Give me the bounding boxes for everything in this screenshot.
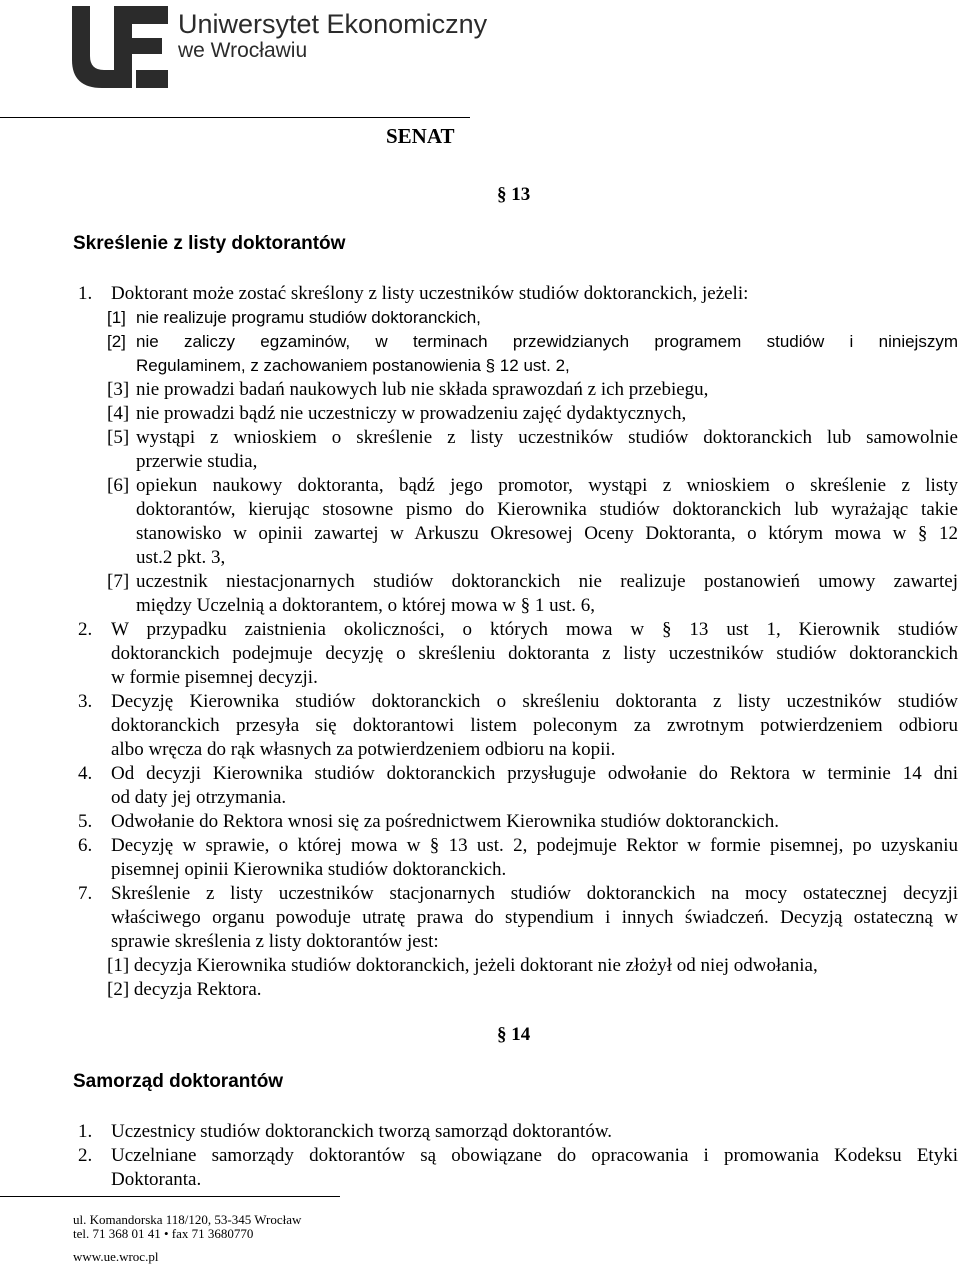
section-14-title: Samorząd doktorantów: [73, 1071, 284, 1092]
p3-line1: Decyzję Kierownika studiów doktoranckich o skreśleniu doktoranta z listy uczestników studiów: [111, 691, 958, 712]
item-3-number: [3]: [107, 379, 130, 400]
item-7-line1: uczestnik niestacjonarnych studiów doktoranckich nie realizuje postanowień umowy zawartej: [136, 571, 958, 592]
p5-text: Odwołanie do Rektora wnosi się za pośrednictwem Kierownika studiów doktoranckich.: [111, 811, 780, 832]
unit-title: SENAT: [386, 124, 455, 148]
item-6-number: [6]: [107, 475, 130, 496]
s14-p1-number: 1.: [78, 1121, 93, 1142]
footer-website[interactable]: www.ue.wroc.pl: [73, 1249, 159, 1264]
footer-phone: tel. 71 368 01 41 • fax 71 3680770: [73, 1226, 254, 1241]
p7-line3: sprawie skreślenia z listy doktorantów jest:: [111, 931, 439, 952]
university-name-line1: Uniwersytet Ekonomiczny: [178, 9, 488, 39]
section-14-number: § 14: [497, 1024, 531, 1045]
p7-number: 7.: [78, 883, 93, 904]
footer-address: ul. Komandorska 118/120, 53-345 Wrocław: [73, 1212, 302, 1227]
item-6-line3: stanowisko w opinii zawartej w Arkuszu Okresowej Oceny Doktoranta, o którym mowa w § 12: [136, 523, 958, 544]
item-6-line1: opiekun naukowy doktoranta, bądź jego promotor, wystąpi z wnioskiem o skreślenie z listy: [136, 475, 958, 496]
section-13-title: Skreślenie z listy doktorantów: [73, 233, 346, 254]
section-13-number: § 13: [497, 184, 531, 205]
s14-p2-line1: Uczelniane samorządy doktorantów są obowiązane do opracowania i promowania Kodeksu Etyki: [111, 1145, 958, 1166]
s14-p2-line2: Doktoranta.: [111, 1169, 202, 1190]
s14-p2-number: 2.: [78, 1145, 93, 1166]
p1-number: 1.: [78, 283, 93, 304]
p3-line2: doktoranckich przesyła się doktorantowi listem poleconym za zwrotnym potwierdzeniem odbioru: [111, 715, 958, 736]
item-3: nie prowadzi badań naukowych lub nie składa sprawozdań z ich przebiegu,: [136, 379, 709, 400]
item-2-line2: Regulaminem, z zachowaniem postanowienia § 12 ust. 2,: [136, 356, 570, 375]
p1-text: Doktorant może zostać skreślony z listy uczestników studiów doktoranckich, jeżeli:: [111, 283, 749, 304]
p2-line3: w formie pisemnej decyzji.: [111, 667, 318, 688]
p4-line2: od daty jej otrzymania.: [111, 787, 287, 808]
item-6-line2: doktorantów, kierując stosowne pismo do Kierownika studiów doktoranckich lub wyrażając takie: [136, 499, 958, 520]
item-4: nie prowadzi bądź nie uczestniczy w prowadzeniu zajęć dydaktycznych,: [136, 403, 687, 424]
university-name-line2: we Wrocławiu: [178, 39, 308, 62]
p4-line1: Od decyzji Kierownika studiów doktoranckich przysługuje odwołanie do Rektora w terminie 14 dni: [111, 763, 958, 784]
item-6-line4: ust.2 pkt. 3,: [136, 547, 226, 568]
item-2-line1: nie zaliczy egzaminów, w terminach przewidzianych programem studiów i niniejszym: [136, 332, 958, 351]
p7-line2: właściwego organu powoduje utratę prawa do stypendium i innych świadczeń. Decyzją ostateczną w: [111, 907, 958, 928]
p6-line2: pisemnej opinii Kierownika studiów doktoranckich.: [111, 859, 507, 880]
p7-line1: Skreślenie z listy uczestników stacjonarnych studiów doktoranckich na mocy ostatecznej decyzji: [111, 883, 958, 904]
s14-p1-text: Uczestnicy studiów doktoranckich tworzą samorząd doktorantów.: [111, 1121, 613, 1142]
p7-item-2: [2] decyzja Rektora.: [107, 979, 262, 1000]
p6-line1: Decyzję w sprawie, o której mowa w § 13 ust. 2, podejmuje Rektor w formie pisemnej, po uzyskaniu: [111, 835, 958, 856]
item-1: nie realizuje programu studiów doktoranckich,: [136, 308, 481, 327]
ue-logo-mark: [70, 4, 170, 90]
item-4-number: [4]: [107, 403, 130, 424]
p3-number: 3.: [78, 691, 93, 712]
p2-number: 2.: [78, 619, 93, 640]
item-5-number: [5]: [107, 427, 130, 448]
item-2-number: [2]: [107, 332, 126, 351]
item-5-line1: wystąpi z wnioskiem o skreślenie z listy uczestników studiów doktoranckich lub samowolnie: [136, 427, 958, 448]
item-1-number: [1]: [107, 308, 126, 327]
p6-number: 6.: [78, 835, 93, 856]
p2-line1: W przypadku zaistnienia okoliczności, o których mowa w § 13 ust 1, Kierownik studiów: [111, 619, 958, 640]
item-7-number: [7]: [107, 571, 130, 592]
item-7-line2: między Uczelnią a doktorantem, o której mowa w § 1 ust. 6,: [136, 595, 596, 616]
item-5-line2: przerwie studia,: [136, 451, 258, 472]
header-rule: [0, 117, 470, 118]
footer-rule: [0, 1196, 340, 1197]
p3-line3: albo wręcza do rąk własnych za potwierdzeniem odbioru na kopii.: [111, 739, 616, 760]
p4-number: 4.: [78, 763, 93, 784]
p5-number: 5.: [78, 811, 93, 832]
p2-line2: doktoranckich podejmuje decyzję o skreśleniu doktoranta z listy uczestników studiów doktoranckich: [111, 643, 958, 664]
p7-item-1: [1] decyzja Kierownika studiów doktoranckich, jeżeli doktorant nie złożył od niej odwołania,: [107, 955, 818, 976]
